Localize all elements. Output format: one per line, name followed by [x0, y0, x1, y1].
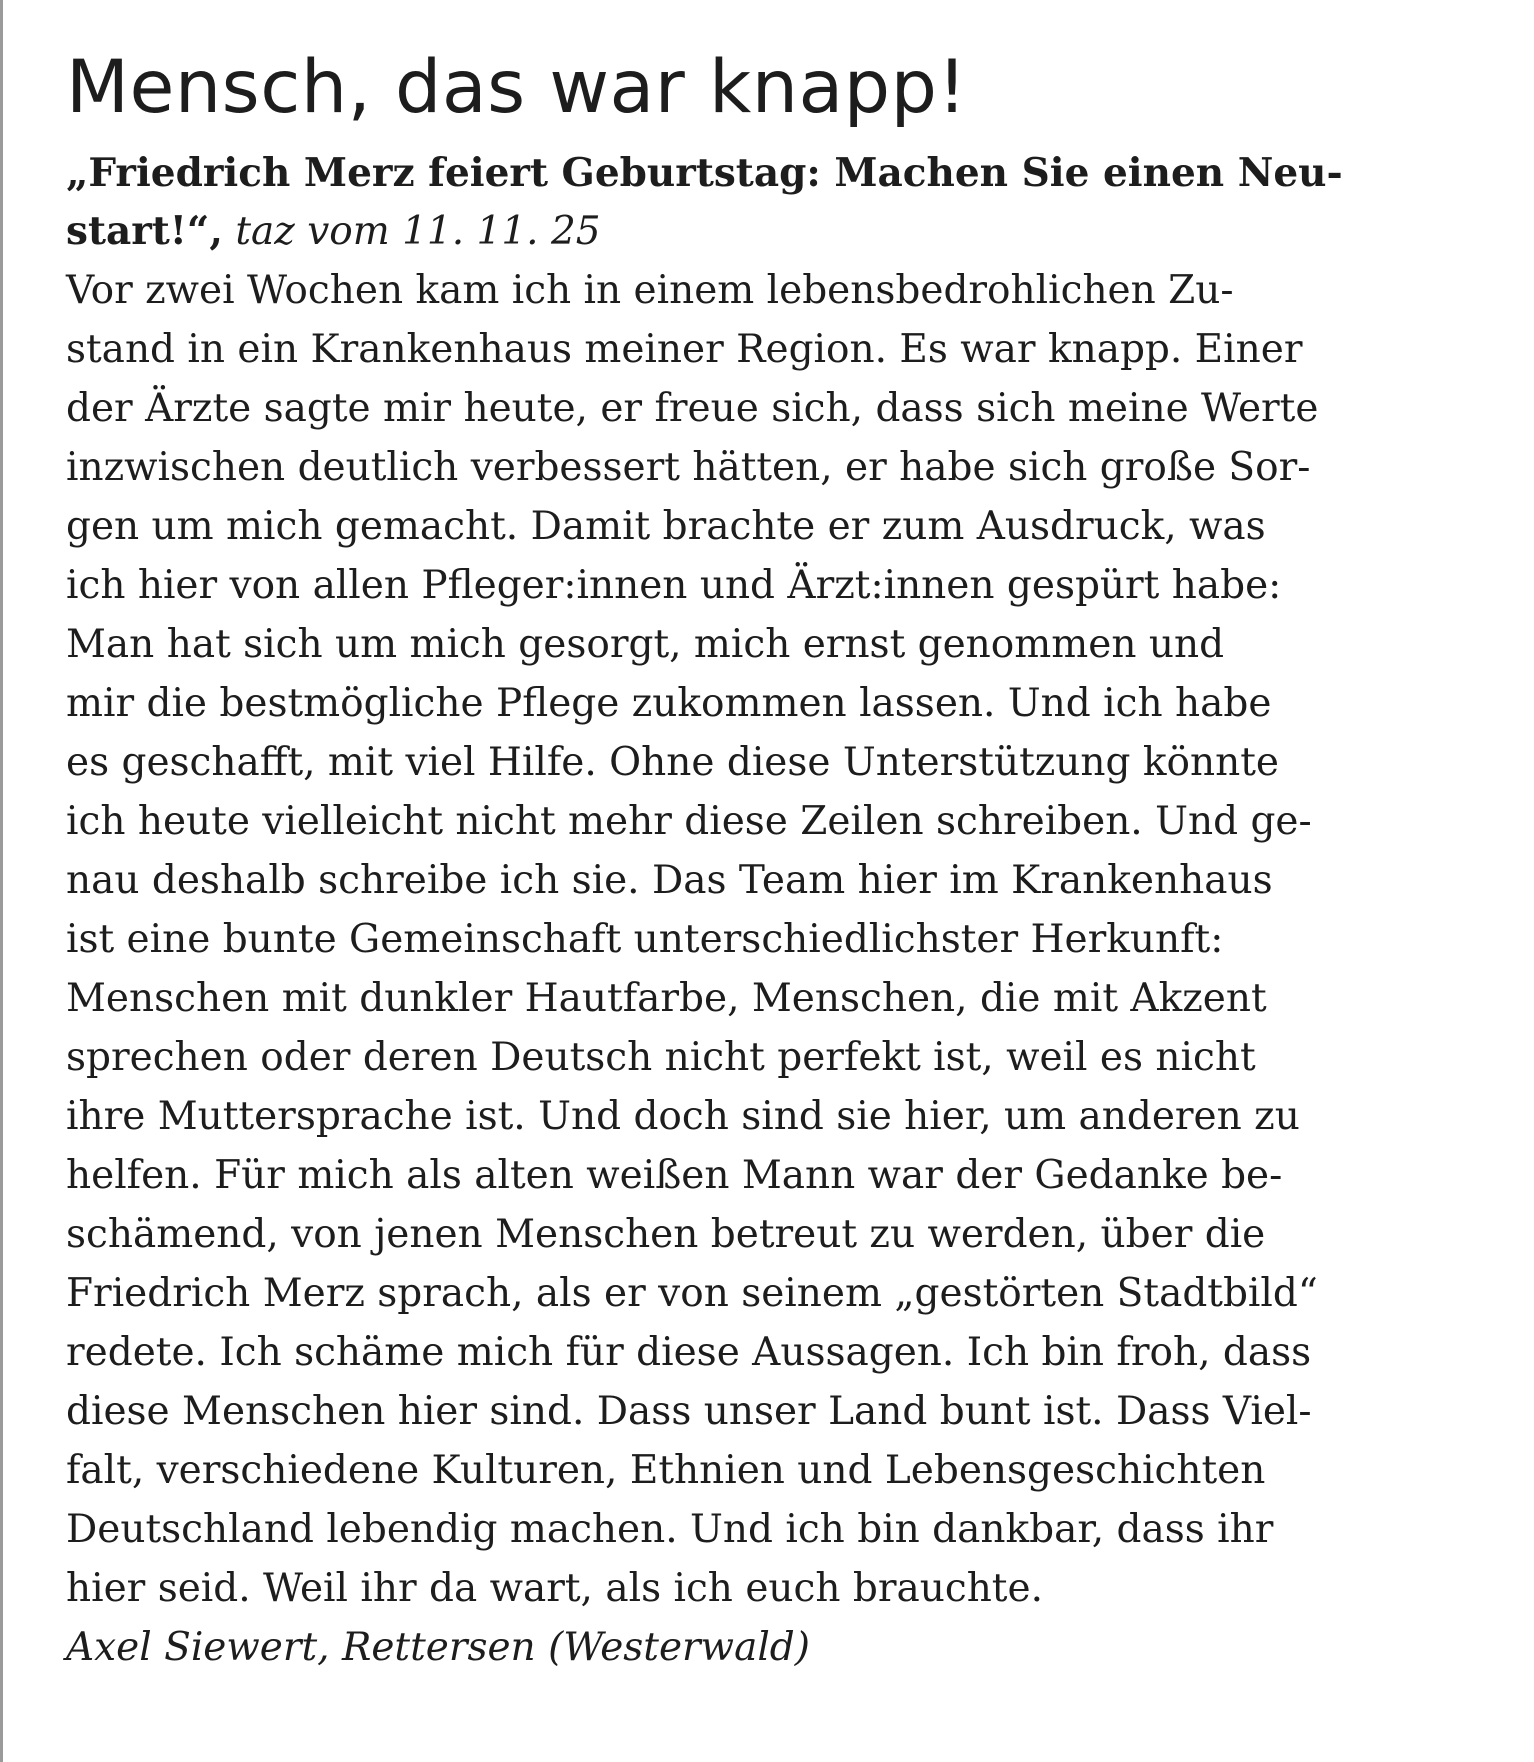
body-line: Menschen mit dunkler Hautfarbe, Menschen, die mit Akzent [66, 976, 1267, 1021]
reference-source: taz vom 11. 11. 25 [235, 209, 601, 254]
body-line: ist eine bunte Gemeinschaft unterschiedlichster Herkunft: [66, 917, 1224, 962]
body-line: redete. Ich schäme mich für diese Aussagen. Ich bin froh, dass [66, 1330, 1312, 1375]
letter-signature: Axel Siewert, Rettersen (Westerwald) [66, 1625, 810, 1670]
body-line: schämend, von jenen Menschen betreut zu werden, über die [66, 1212, 1266, 1257]
body-line: inzwischen deutlich verbessert hätten, er habe sich große Sor- [66, 445, 1311, 490]
body-line: Friedrich Merz sprach, als er von seinem „gestörten Stadtbild“ [66, 1271, 1318, 1316]
body-line: falt, verschiedene Kulturen, Ethnien und Lebensgeschichten [66, 1448, 1266, 1493]
body-line: es geschafft, mit viel Hilfe. Ohne diese Unterstützung könnte [66, 740, 1279, 785]
body-line: ich hier von allen Pfleger:innen und Ärzt:innen gespürt habe: [66, 563, 1282, 608]
left-margin-rule [0, 0, 3, 1762]
body-line: ich heute vielleicht nicht mehr diese Zeilen schreiben. Und ge- [66, 799, 1312, 844]
body-line: helfen. Für mich als alten weißen Mann war der Gedanke be- [66, 1153, 1283, 1198]
body-line: ihre Muttersprache ist. Und doch sind sie hier, um anderen zu [66, 1094, 1300, 1139]
body-line: sprechen oder deren Deutsch nicht perfekt ist, weil es nicht [66, 1035, 1256, 1080]
body-line: gen um mich gemacht. Damit brachte er zum Ausdruck, was [66, 504, 1266, 549]
reference-title-line: „Friedrich Merz feiert Geburtstag: Machen Sie einen Neu- [66, 150, 1343, 196]
reference-title-end-line [66, 202, 1466, 261]
reference-title-line: start!“, [66, 208, 223, 254]
body-line: mir die bestmögliche Pflege zukommen lassen. Und ich habe [66, 681, 1272, 726]
letter-headline: Mensch, das war knapp! [66, 45, 968, 130]
letter-body [66, 261, 1466, 1618]
body-line: der Ärzte sagte mir heute, er freue sich, dass sich meine Werte [66, 386, 1319, 431]
body-line: Deutschland lebendig machen. Und ich bin dankbar, dass ihr [66, 1507, 1274, 1552]
body-line: diese Menschen hier sind. Dass unser Land bunt ist. Dass Viel- [66, 1389, 1312, 1434]
article-reference [66, 144, 1466, 261]
body-line: hier seid. Weil ihr da wart, als ich euch brauchte. [66, 1566, 1043, 1611]
body-line: nau deshalb schreibe ich sie. Das Team hier im Krankenhaus [66, 858, 1273, 903]
reader-letter [66, 40, 1466, 1677]
body-line: Man hat sich um mich gesorgt, mich ernst genommen und [66, 622, 1225, 667]
body-line: Vor zwei Wochen kam ich in einem lebensbedrohlichen Zu- [66, 268, 1234, 313]
body-line: stand in ein Krankenhaus meiner Region. Es war knapp. Einer [66, 327, 1303, 372]
